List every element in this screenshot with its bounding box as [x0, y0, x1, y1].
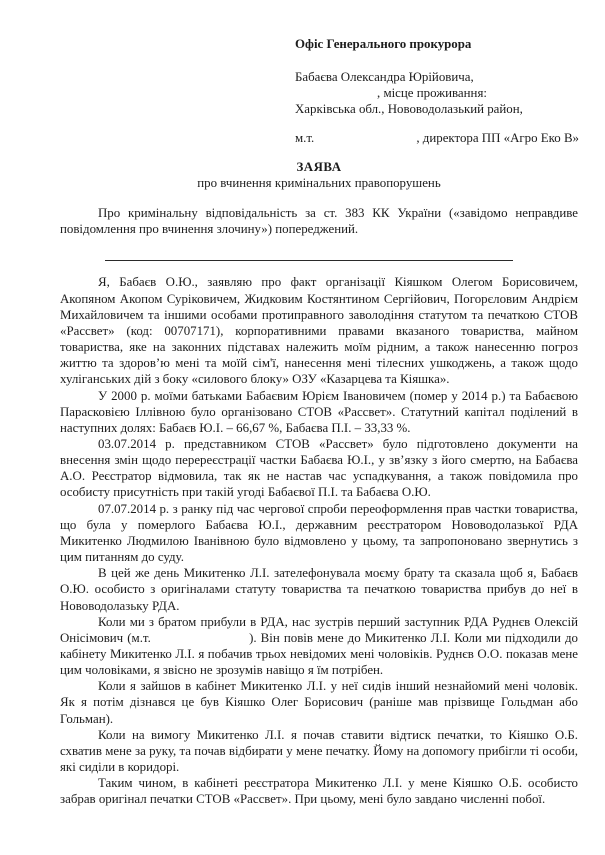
document-title: ЗАЯВА: [296, 159, 342, 174]
body-paragraph: У 2000 р. моїми батьками Бабаєвим Юрієм Івановичем (помер у 2014 р.) та Бабаєвою Парасковією Іллівною було організовано СТОВ «Рассвет». Статутний капітал поділений в наступних долях: Бабаєв Ю.І. – 66,67 %, Бабаєва П.І. – 33,33 %.: [60, 388, 578, 435]
residence-label: , місце проживання:: [377, 86, 487, 101]
warning-paragraph: Про кримінальну відповідальність за ст. 383 КК України («завідомо неправдиве повідомлення про вчинення злочину») попереджений.: [60, 206, 578, 237]
section-divider: [105, 260, 513, 261]
applicant-position: , директора ПП «Агро Еко В»: [416, 130, 579, 145]
body-paragraph: Таким чином, в кабінеті реєстратора Микитенко Л.І. у мене Кіяшко О.Б. особисто забрав оригінал печатки СТОВ «Рассвет». При цьому, мені було завдано численні побої.: [60, 776, 578, 807]
document-body: [60, 274, 578, 807]
body-paragraph: Я, Бабаєв О.Ю., заявляю про факт організації Кіяшком Олегом Борисовичем, Акопяном Акопом Суріковичем, Жидковим Костянтином Сергійович, Погорєловим Андрієм Михайловичем та іншими особами протиправного заволодіння статутом та печаткою СТОВ «Рассвет» (код: 00707171), корпоративними правами вказаного товариства, майном товариства, яке на законних підставах належить моїм рідним, а також нанесенню погроз життю та здоров’ю мені та моїй сім'ї, нанесення мені тілесних ушкоджень, а також щодо хуліганських дій з боку «силового блоку» ОЗУ «Казарцева та Кіяшка».: [60, 275, 578, 387]
phone-line: [295, 130, 579, 146]
recipient-block: [295, 36, 579, 146]
body-paragraph: 07.07.2014 р. з ранку під час чергової спроби переоформлення прав частки товариства, що була у померлого Бабаєва Ю.І., державним реєстратором Нововодолазької РДА Микитенко Людмилою Іванівною було відмовлено у цьому, та запропоновано звернутись з цим питанням до суду.: [60, 501, 578, 565]
body-paragraph: 03.07.2014 р. представником СТОВ «Рассвет» було підготовлено документи на внесення змін щодо перереєстрації частки Бабаєва Ю.І., у зв’язку з його смертю, на Бабаєва А.О. Реєстратор відмовила, так як не настав час успадкування, а також повідомила про особисту присутність при такій угоді Бабаєвої П.І. та Бабаєва О.Ю.: [60, 436, 578, 500]
applicant-name: Бабаєва Олександра Юрійовича,: [295, 70, 474, 85]
body-paragraph: Коли на вимогу Микитенко Л.І. я почав ставити відтиск печатки, то Кіяшко О.Б. схватив мене за руку, та почав відбирати у мене печатку. Йому на допомогу прибігли ті особи, які сиділи в коридорі.: [60, 727, 578, 775]
title-block: [60, 159, 578, 191]
residence-line: Харківська обл., Нововодолазький район,: [295, 102, 523, 117]
body-paragraph: Коли я зайшов в кабінет Микитенко Л.І. у неї сидів інший незнайомий мені чоловік. Як я потім дізнався це був Кіяшко Олег Борисович (раніше мав прізвище Гольдман або Гольман).: [60, 679, 578, 726]
phone-label: м.т.: [295, 130, 315, 145]
body-paragraph: В цей же день Микитенко Л.І. зателефонувала моєму брату та сказала щоб я, Бабаєв О.Ю. особисто з оригіналами статуту товариства та печаткою товариства прибув до неї в Нововодолазьку РДА.: [60, 566, 578, 613]
body-paragraph: Коли ми з братом прибули в РДА, нас зустрів перший заступник РДА Руднєв Олексій Онісімович (м.т. ). Він повів мене до Микитенко Л.І. Коли ми підходили до кабінету Микитенко Л.І. я побачив трьох невідомих мені чоловіків. Руднєв О.О. показав мене цим чоловіками, я звісно не зрозумів навіщо я їм потрібен.: [60, 614, 578, 678]
recipient-office: Офіс Генерального прокурора: [295, 37, 472, 51]
document-subtitle: про вчинення кримінальних правопорушень: [197, 175, 441, 190]
